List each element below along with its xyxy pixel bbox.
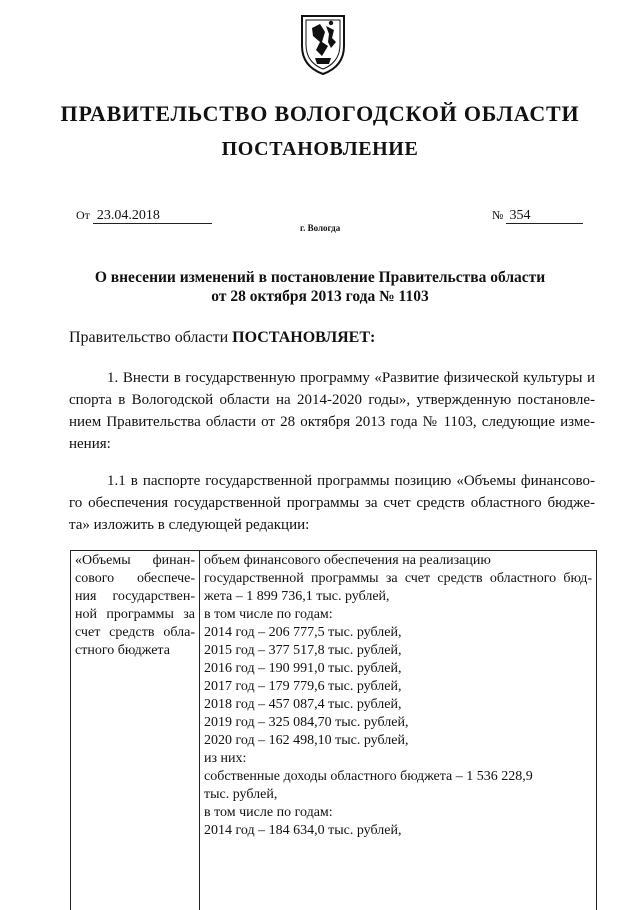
table-right-line: 2014 год – 184 634,0 тыс. рублей, (204, 823, 402, 838)
table-right-line: в том числе по годам: (204, 607, 333, 622)
document-date (76, 208, 212, 224)
organization-title: ПРАВИТЕЛЬСТВО ВОЛОГОДСКОЙ ОБЛАСТИ (60, 101, 580, 126)
paragraph-line: 1.1 в паспорте государственной программы позицию «Объемы финансово- (107, 473, 595, 489)
date-prefix: От (76, 208, 90, 222)
table-right-line: 2016 год – 190 991,0 тыс. рублей, (204, 661, 402, 676)
table-right-line: 2019 год – 325 084,70 тыс. рублей, (204, 715, 409, 730)
number-prefix: № (492, 208, 504, 222)
table-right-line: тыс. рублей, (204, 787, 278, 802)
table-right-line: из них: (204, 751, 247, 766)
number-value: 354 (506, 208, 583, 224)
table-left-line: стного бюджета (75, 643, 170, 658)
coat-of-arms-emblem (298, 12, 348, 76)
preamble (69, 329, 375, 347)
paragraph-line: спорта в Вологодской области на 2014-2020 годы», утвержденную постановле- (69, 392, 595, 408)
paragraph-1 (69, 367, 595, 455)
table-right-line: 2018 год – 457 087,4 тыс. рублей, (204, 697, 402, 712)
table-right-line: 2020 год – 162 498,10 тыс. рублей, (204, 733, 409, 748)
table-right-line: жета – 1 899 736,1 тыс. рублей, (204, 589, 390, 604)
paragraph-line: го обеспечения государственной программы за счет средств областного бюдже- (69, 495, 595, 511)
table-right-line: 2017 год – 179 779,6 тыс. рублей, (204, 679, 402, 694)
table-left-line: сового обеспече- (75, 571, 195, 586)
document-number (492, 208, 583, 224)
paragraph-line: та» изложить в следующей редакции: (69, 517, 310, 533)
paragraph-line: нием Правительства области от 28 октября 2013 года № 1103, следующие изме- (69, 414, 595, 430)
date-value: 23.04.2018 (93, 208, 212, 224)
table-left-line: счет средств обла- (75, 625, 195, 640)
paragraph-line: нения: (69, 436, 111, 452)
paragraph-line: 1. Внести в государственную программу «Развитие физической культуры и (107, 370, 595, 386)
city-label: г. Вологда (300, 223, 341, 233)
table-right-line: государственной программы за счет средств областного бюд- (204, 571, 592, 586)
preamble-text: Правительство области (69, 329, 233, 346)
table-right-line: 2014 год – 206 777,5 тыс. рублей, (204, 625, 402, 640)
financing-table (70, 550, 597, 910)
table-left-line: ной программы за (75, 607, 195, 622)
subject-line: от 28 октября 2013 года № 1103 (211, 288, 429, 305)
table-right-line: собственные доходы областного бюджета – 1 536 228,9 (204, 769, 533, 784)
paragraph-2 (69, 470, 595, 536)
table-right-cell (204, 552, 592, 840)
table-column-divider (199, 551, 200, 910)
table-right-line: в том числе по годам: (204, 805, 333, 820)
document-subject (80, 268, 560, 306)
document-type-heading: ПОСТАНОВЛЕНИЕ (221, 138, 419, 160)
table-left-cell (75, 552, 195, 660)
table-right-line: объем финансового обеспечения на реализацию (204, 553, 491, 568)
preamble-decree-word: ПОСТАНОВЛЯЕТ: (232, 329, 376, 346)
table-left-line: ния государствен- (75, 589, 195, 604)
table-right-line: 2015 год – 377 517,8 тыс. рублей, (204, 643, 402, 658)
table-left-line: «Объемы финан- (75, 553, 195, 568)
subject-line: О внесении изменений в постановление Правительства области (94, 269, 546, 286)
